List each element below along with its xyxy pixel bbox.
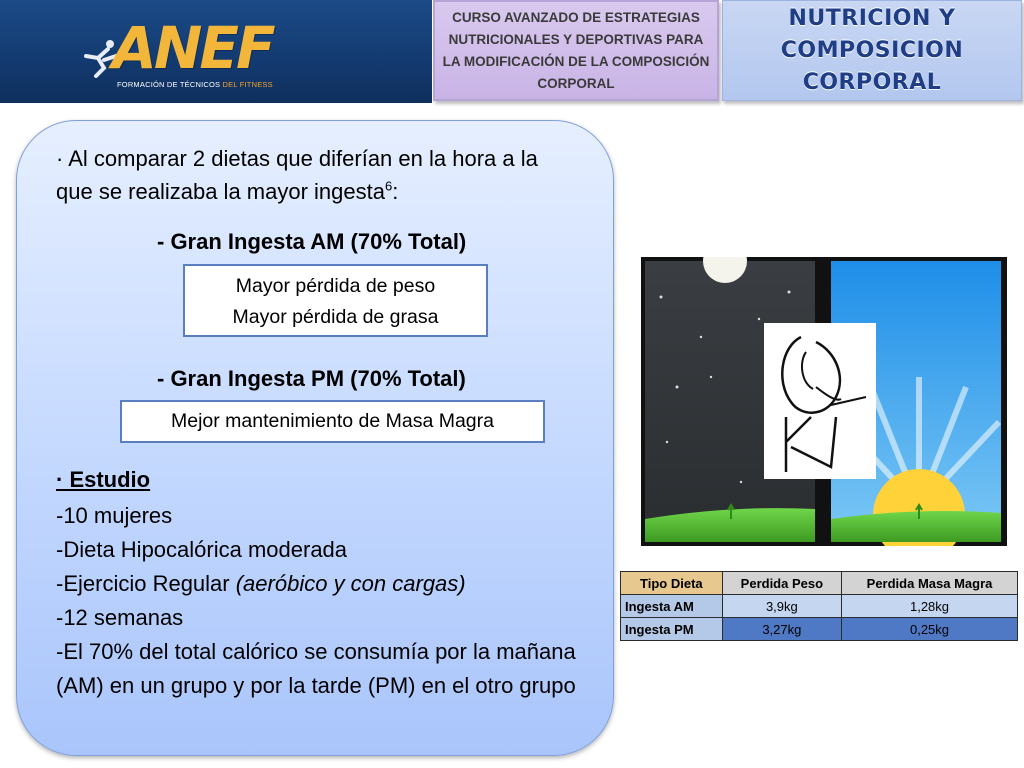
topic-line-2: COMPOSICION CORPORAL — [780, 37, 964, 95]
intro-text: · Al comparar 2 dietas que diferían en la hora a la que se realizaba la mayor ingesta$^6$: — [56, 146, 538, 204]
row-header: Ingesta AM — [621, 595, 723, 618]
table-header-row — [621, 572, 1018, 595]
results-table — [620, 571, 1018, 641]
logo-banner — [0, 0, 432, 103]
study-list — [56, 499, 586, 703]
row-header: Ingesta PM — [621, 618, 723, 641]
header — [0, 0, 1024, 103]
table-row — [621, 618, 1018, 641]
course-title: CURSO AVANZADO DE ESTRATEGIAS NUTRICIONALES Y DEPORTIVAS PARA LA MODIFICACIÓN DE LA COMPOSICIÓN CORPORAL — [442, 9, 710, 91]
am-heading: - Gran Ingesta AM (70% Total) — [157, 229, 467, 254]
table-row — [621, 595, 1018, 618]
table-cell: 1,28kg — [842, 595, 1018, 618]
pm-results-box — [120, 400, 545, 443]
logo-tagline: FORMACIÓN DE TÉCNICOS DEL FITNESS — [117, 80, 273, 89]
study-item-exercise: -Ejercicio Regular (aeróbico y con cargas) — [56, 571, 466, 596]
study-heading: · Estudio — [56, 467, 151, 492]
table-cell: 0,25kg — [842, 618, 1018, 641]
logo-brand: ANEF — [112, 14, 273, 82]
column-header: Perdida Peso — [722, 572, 841, 595]
table-cell: 3,27kg — [722, 618, 841, 641]
study-item-weeks: -12 semanas — [56, 605, 184, 630]
topic-line-1: NUTRICION Y — [788, 5, 956, 31]
pm-result: Mejor mantenimiento de Masa Magra — [171, 410, 494, 432]
study-item-diet: -Dieta Hipocalórica moderada — [56, 537, 348, 562]
reference-superscript: 6 — [384, 178, 393, 194]
column-header: Tipo Dieta — [621, 572, 723, 595]
clock-sketch-icon — [764, 323, 876, 479]
am-result-2: Mayor pérdida de grasa — [232, 306, 439, 328]
pm-heading: - Gran Ingesta PM (70% Total) — [157, 366, 466, 391]
day-night-illustration — [641, 257, 1007, 546]
table-cell: 3,9kg — [722, 595, 841, 618]
am-results-box — [183, 264, 488, 337]
study-item-women: -10 mujeres — [56, 503, 173, 528]
topic-title — [723, 3, 1021, 99]
study-item-caloric: -El 70% del total calórico se consumía por la mañana (AM) en un grupo y por la tarde (PM) en el otro grupo — [56, 639, 576, 698]
column-header: Perdida Masa Magra — [842, 572, 1018, 595]
topic-title-box — [722, 0, 1022, 101]
am-result-1: Mayor pérdida de peso — [235, 275, 436, 297]
course-title-box — [433, 0, 719, 101]
